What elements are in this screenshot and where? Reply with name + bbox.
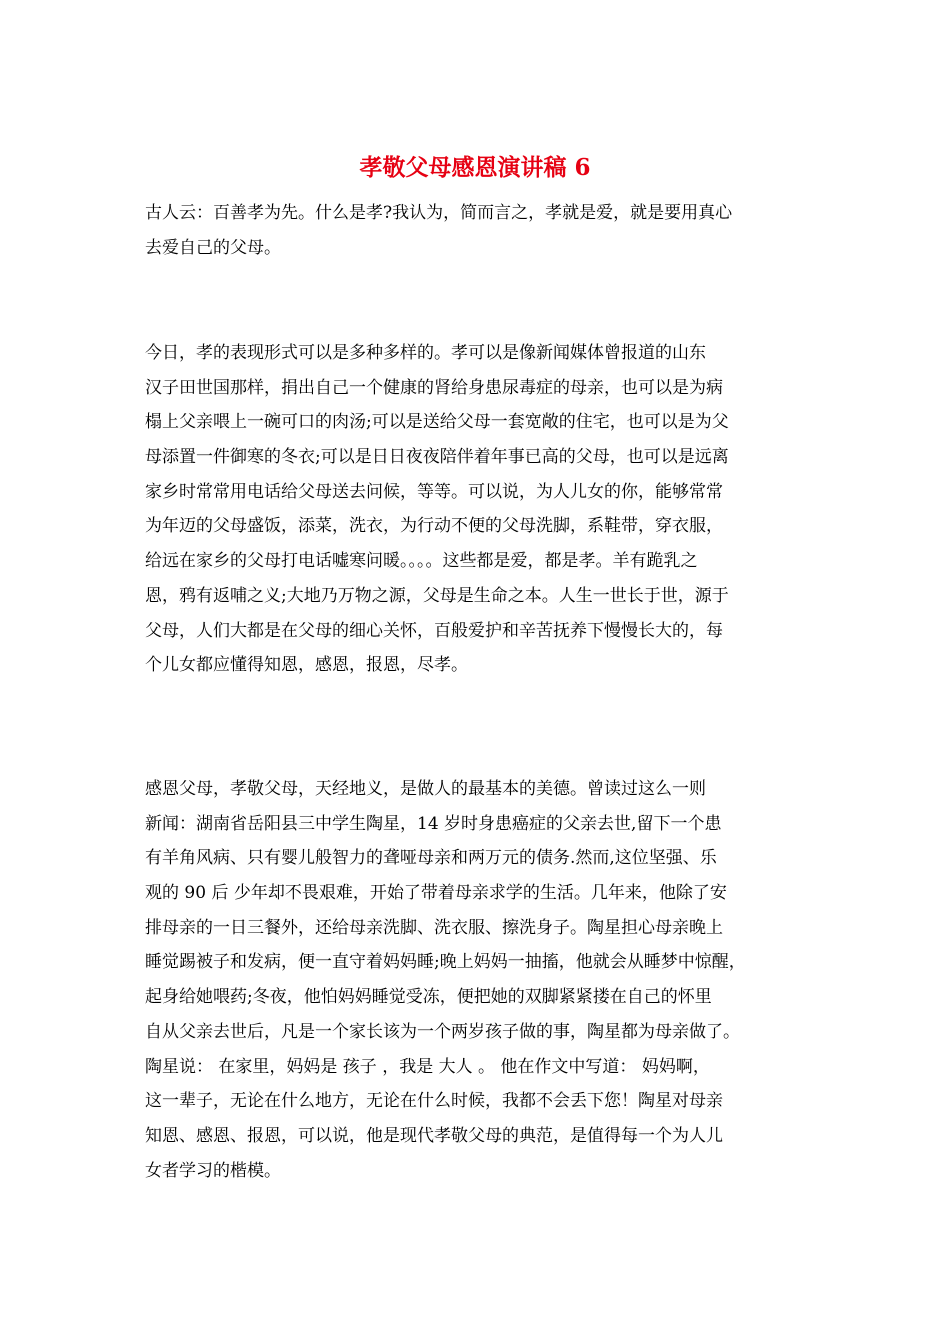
text-line: 母添置一件御寒的冬衣;可以是日日夜夜陪伴着年事已高的父母，也可以是远离 [145,447,729,468]
text-line: 知恩、感恩、报恩，可以说，他是现代孝敬父母的典范，是值得每一个为人儿 [145,1125,723,1146]
text-line: 个儿女都应懂得知恩，感恩，报恩，尽孝。 [145,655,468,676]
text-line: 汉子田世国那样，捐出自己一个健康的肾给身患尿毒症的母亲，也可以是为病 [145,377,723,398]
text-line: 自从父亲去世后，凡是一个家长该为一个两岁孩子做的事，陶星都为母亲做了。 [145,1021,740,1042]
paragraph-forms-of-filial-piety [145,336,825,683]
text-line: 古人云：百善孝为先。什么是孝?我认为，简而言之，孝就是爱，就是要用真心 [145,203,733,223]
text-line: 为年迈的父母盛饭，添菜，洗衣，为行动不便的父母洗脚，系鞋带，穿衣服， [145,516,723,537]
paragraph-intro [145,196,825,266]
text-line: 榻上父亲喂上一碗可口的肉汤;可以是送给父母一套宽敞的住宅，也可以是为父 [145,412,729,433]
text-line: 陶星说： 在家里，妈妈是 孩子 ，我是 大人 。 他在作文中写道： 妈妈啊， [145,1056,710,1077]
text-line: 恩，鸦有返哺之义;大地乃万物之源，父母是生命之本。人生一世长于世，源于 [145,585,729,606]
paragraph-tao-xing-story [145,772,825,1188]
text-line: 有羊角风病、只有婴儿般智力的聋哑母亲和两万元的债务.然而,这位坚强、乐 [145,848,717,869]
text-line: 观的 90 后 少年却不畏艰难，开始了带着母亲求学的生活。几年来，他除了安 [145,883,727,904]
text-line: 起身给她喂药;冬夜，他怕妈妈睡觉受冻，便把她的双脚紧紧搂在自己的怀里 [145,987,712,1008]
text-line: 去爱自己的父母。 [145,237,281,258]
text-line: 父母，人们大都是在父母的细心关怀，百般爱护和辛苦抚养下慢慢长大的，每 [145,620,723,641]
text-line: 感恩父母，孝敬父母，天经地义，是做人的最基本的美德。曾读过这么一则 [145,779,706,799]
text-line: 这一辈子，无论在什么地方，无论在什么时候，我都不会丢下您！陶星对母亲 [145,1091,723,1112]
text-line: 女者学习的楷模。 [145,1160,281,1181]
text-line: 给远在家乡的父母打电话嘘寒问暖。。。。这些都是爱，都是孝。羊有跪乳之 [145,551,698,572]
text-line: 排母亲的一日三餐外，还给母亲洗脚、洗衣服、擦洗身子。陶星担心母亲晚上 [145,917,723,938]
text-line: 新闻：湖南省岳阳县三中学生陶星，14 岁时身患癌症的父亲去世,留下一个患 [145,813,722,834]
document-title: 孝敬父母感恩演讲稿 6 [359,154,591,181]
text-line: 睡觉踢被子和发病，便一直守着妈妈睡;晚上妈妈一抽搐，他就会从睡梦中惊醒， [145,952,746,973]
text-line: 今日，孝的表现形式可以是多种多样的。孝可以是像新闻媒体曾报道的山东 [145,343,706,363]
text-line: 家乡时常常用电话给父母送去问候，等等。可以说，为人儿女的你，能够常常 [145,481,723,502]
